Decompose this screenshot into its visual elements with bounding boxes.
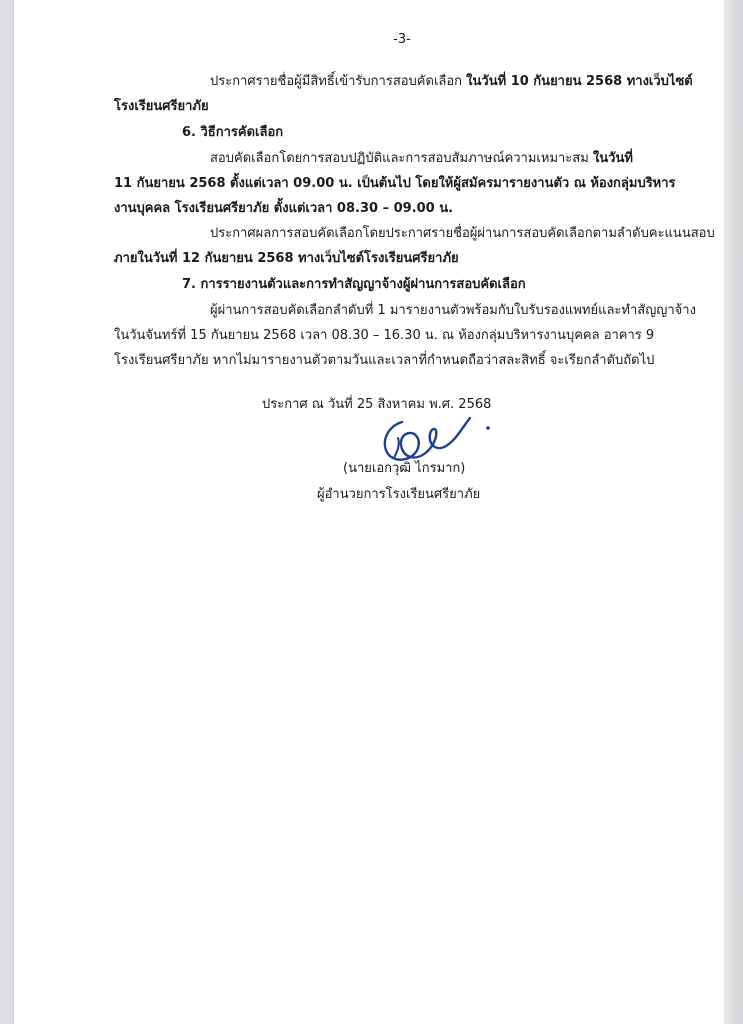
section7-heading: 7. การรายงานตัวและการทำสัญญาจ้างผู้ผ่านการสอบคัดเลือก <box>182 277 526 292</box>
section6-line1-text: สอบคัดเลือกโดยการสอบปฏิบัติและการสอบสัมภาษณ์ความเหมาะสม <box>210 151 593 166</box>
section7-line1: ผู้ผ่านการสอบคัดเลือกลำดับที่ 1 มารายงานตัวพร้อมกับใบรับรองแพทย์และทำสัญญาจ้าง <box>210 303 696 318</box>
para1-line1-text: ประกาศรายชื่อผู้มีสิทธิ์เข้ารับการสอบคัดเลือก <box>210 74 467 89</box>
section7-line3: โรงเรียนศรียาภัย หากไม่มารายงานตัวตามวันและเวลาที่กำหนดถือว่าสละสิทธิ์ จะเรียกลำดับถัดไป <box>114 353 655 368</box>
section7-line2: ในวันจันทร์ที่ 15 กันยายน 2568 เวลา 08.30 – 16.30 น. ณ ห้องกลุ่มบริหารงานบุคคล อาคาร 9 <box>114 328 655 343</box>
section6-line5: ภายในวันที่ 12 กันยายน 2568 ทางเว็บไซต์โรงเรียนศรียาภัย <box>114 251 459 266</box>
section6-line1-bold: ในวันที่ <box>592 151 633 166</box>
section6-line4: ประกาศผลการสอบคัดเลือกโดยประกาศรายชื่อผู้ผ่านการสอบคัดเลือกตามลำดับคะแนนสอบ <box>210 226 715 241</box>
page-edge-shadow <box>724 0 743 1024</box>
signer-title: ผู้อำนวยการโรงเรียนศรียาภัย <box>317 487 481 502</box>
document-page <box>14 0 724 1024</box>
page-number: -3- <box>393 32 411 47</box>
signer-name: (นายเอกวุฒิ ไกรมาก) <box>343 461 466 476</box>
para1-line1-bold: ในวันที่ 10 กันยายน 2568 ทางเว็บไซต์ <box>466 74 693 89</box>
announce-date: ประกาศ ณ วันที่ 25 สิงหาคม พ.ศ. 2568 <box>262 397 492 412</box>
para1-line1 <box>210 73 693 91</box>
section6-line3: งานบุคคล โรงเรียนศรียาภัย ตั้งแต่เวลา 08.30 – 09.00 น. <box>114 201 454 216</box>
section6-line2: 11 กันยายน 2568 ตั้งแต่เวลา 09.00 น. เป็นต้นไป โดยให้ผู้สมัครมารายงานตัว ณ ห้องกลุ่มบริหาร <box>114 176 676 191</box>
section6-heading: 6. วิธีการคัดเลือก <box>182 125 284 140</box>
para1-line2: โรงเรียนศรียาภัย <box>114 99 209 114</box>
section6-line1 <box>210 150 633 168</box>
signature-image <box>374 408 504 468</box>
